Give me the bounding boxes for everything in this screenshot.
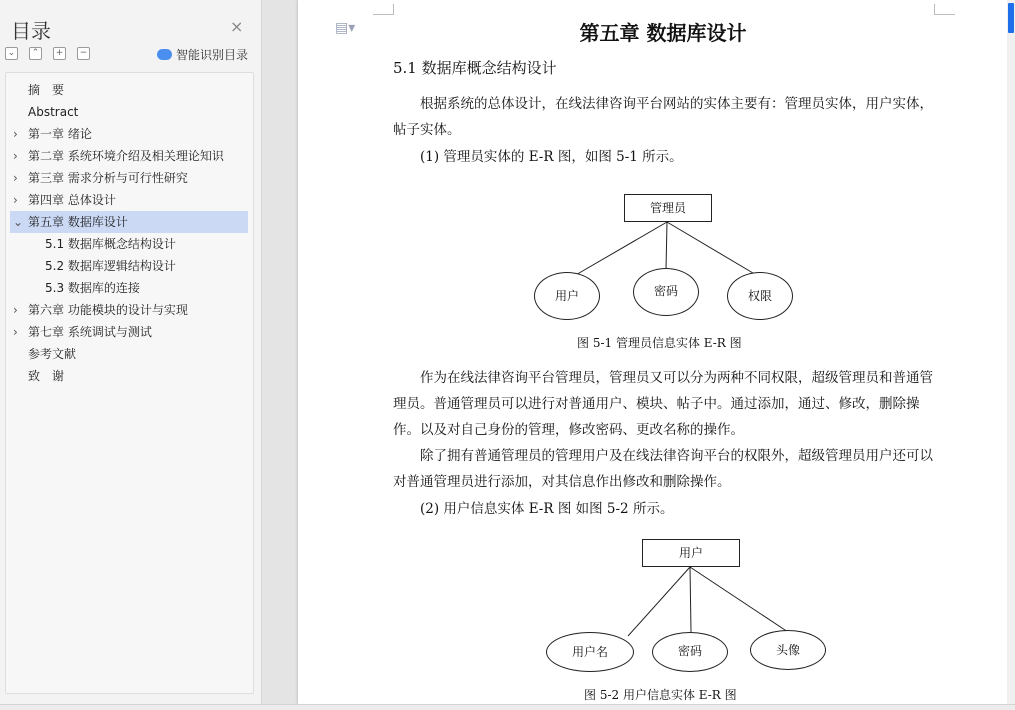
er-diagram-lines [298,0,1009,704]
toc-item-label: 第四章 总体设计 [28,193,116,207]
toc-item-chapter-2[interactable] [10,145,248,167]
toc-item-references[interactable] [10,343,248,365]
document-page[interactable] [298,0,1009,704]
toc-item-section-5-2[interactable] [10,255,248,277]
paragraph-admin-roles: 作为在线法律咨询平台管理员，管理员又可以分为两种不同权限，超级管理员和普通管理员。普通管理员可以进行对普通用户、模块、帖子中。通过添加，通过、修改，删除操作。以及对自己身份的管理，修改密码、更改名称的操作。 [393,370,933,438]
toc-item-chapter-5[interactable] [10,211,248,233]
sidebar-title: 目录 [11,19,51,43]
smart-toc-label: 智能识别目录 [176,48,249,62]
toc-item-label: 第二章 系统环境介绍及相关理论知识 [28,149,224,163]
toc-item-abstract-cn[interactable] [10,79,248,101]
er-attr-user: 用户 [534,272,600,320]
toc-item-section-5-1[interactable] [10,233,248,255]
toc-item-label: 5.1 数据库概念结构设计 [45,237,176,251]
paragraph-fig2-intro: (2) 用户信息实体 E-R 图 如图 5-2 所示。 [420,501,674,517]
toc-item-abstract-en[interactable] [10,101,248,123]
chevron-right-icon[interactable]: › [13,303,18,317]
chevron-right-icon[interactable]: › [13,127,18,141]
vertical-scrollbar[interactable] [1007,0,1015,704]
remove-heading-icon[interactable]: − [77,47,90,60]
cloud-icon [157,49,172,60]
horizontal-scrollbar[interactable] [0,704,1015,710]
er-attr-user-password: 密码 [652,632,728,672]
scrollbar-thumb[interactable] [1008,3,1014,33]
er-entity-admin: 管理员 [624,194,712,222]
section-heading: 5.1 数据库概念结构设计 [393,59,557,77]
er-attr-avatar: 头像 [750,630,826,670]
toc-sidebar [0,0,262,704]
toc-item-label: 第六章 功能模块的设计与实现 [28,303,188,317]
paragraph-superadmin: 除了拥有普通管理员的管理用户及在线法律咨询平台的权限外，超级管理员用户还可以对普通管理员进行添加，对其信息作出修改和删除操作。 [393,448,933,490]
toc-item-section-5-3[interactable] [10,277,248,299]
toc-item-label: Abstract [28,105,79,119]
er-attr-username: 用户名 [546,632,634,672]
chevron-down-icon[interactable]: ⌄ [13,215,24,229]
toc-item-chapter-7[interactable] [10,321,248,343]
document-area [262,0,1015,704]
chapter-title: 第五章 数据库设计 [579,21,747,45]
er-entity-user: 用户 [642,539,740,567]
toc-item-chapter-6[interactable] [10,299,248,321]
er-attr-password: 密码 [633,268,699,316]
toc-item-label: 5.2 数据库逻辑结构设计 [45,259,176,273]
toc-item-chapter-1[interactable] [10,123,248,145]
add-heading-icon[interactable]: + [53,47,66,60]
toc-item-label: 第一章 绪论 [28,127,92,141]
toc-item-label: 摘 要 [28,83,65,97]
paragraph-entities: 根据系统的总体设计，在线法律咨询平台网站的实体主要有：管理员实体，用户实体，帖子实体。 [393,96,933,138]
close-icon[interactable]: × [230,17,244,36]
page-menu-icon[interactable]: ▤▾ [335,20,356,36]
toc-item-label: 参考文献 [28,347,77,361]
chevron-right-icon[interactable]: › [13,193,18,207]
toc-item-label: 致 谢 [28,369,65,383]
toc-item-chapter-3[interactable] [10,167,248,189]
chevron-right-icon[interactable]: › [13,149,18,163]
toc-item-chapter-4[interactable] [10,189,248,211]
toc-item-label: 第七章 系统调试与测试 [28,325,152,339]
chevron-right-icon[interactable]: › [13,171,18,185]
collapse-all-icon[interactable]: ⌄ [5,47,18,60]
er-attr-permission: 权限 [727,272,793,320]
toc-item-label: 第三章 需求分析与可行性研究 [28,171,188,185]
figure-caption-5-1: 图 5-1 管理员信息实体 E-R 图 [577,336,742,350]
paragraph-fig1-intro: (1) 管理员实体的 E-R 图，如图 5-1 所示。 [420,149,683,165]
chevron-right-icon[interactable]: › [13,325,18,339]
toc-item-label: 5.3 数据库的连接 [45,281,140,295]
expand-all-icon[interactable]: ⌃ [29,47,42,60]
toc-item-acknowledgements[interactable] [10,365,248,387]
smart-toc-button[interactable] [157,46,248,63]
toc-list [5,72,254,694]
toc-item-label: 第五章 数据库设计 [28,215,128,229]
figure-caption-5-2: 图 5-2 用户信息实体 E-R 图 [584,688,737,702]
